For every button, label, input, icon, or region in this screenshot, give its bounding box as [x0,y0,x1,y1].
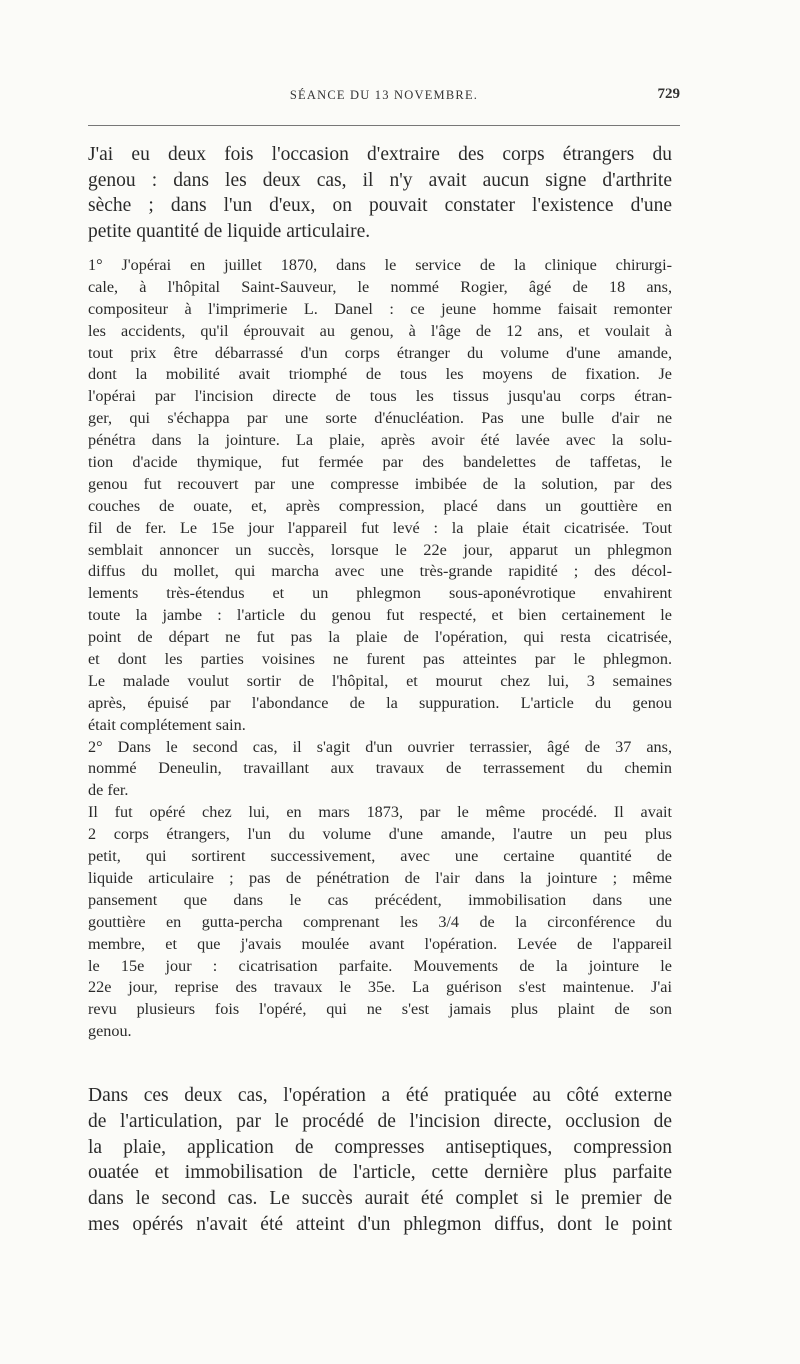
text-line: fil de fer. Le 15e jour l'appareil fut levé : la plaie était cicatrisée. Tout [88,518,672,537]
text-line: ouatée et immobilisation de l'article, cette dernière plus parfaite [88,1162,672,1184]
case-reports [88,255,672,1043]
intro-paragraph [88,142,672,244]
text-line: 2° Dans le second cas, il s'agit d'un ouvrier terrassier, âgé de 37 ans, [88,737,672,756]
text-line: liquide articulaire ; pas de pénétration de l'air dans la jointure ; même [88,868,672,887]
text-line: tion d'acide thymique, fut fermée par des bandelettes de taffetas, le [88,453,672,472]
text-line: les accidents, qu'il éprouvait au genou, à l'âge de 12 ans, et voulait à [88,321,672,340]
text-line: Il fut opéré chez lui, en mars 1873, par le même procédé. Il avait [88,803,672,822]
header-rule [88,125,680,126]
conclusion-paragraph [88,1083,672,1238]
page-number: 729 [657,86,680,102]
text-line: point de départ ne fut pas la plaie de l'opération, qui resta cicatrisée, [88,628,672,647]
text-line: nommé Deneulin, travaillant aux travaux de terrassement du chemin [88,759,672,778]
text-line: couches de ouate, et, après compression, placé dans un gouttière en [88,496,672,515]
running-title: SÉANCE DU 13 NOVEMBRE. [289,88,479,102]
text-line: 22e jour, reprise des travaux le 35e. La guérison s'est maintenue. J'ai [88,978,672,997]
text-line: mes opérés n'avait été atteint d'un phlegmon diffus, dont le point [88,1213,672,1235]
text-line: était complétement sain. [88,715,246,734]
text-line: dans le second cas. Le succès aurait été complet si le premier de [88,1188,672,1210]
text-line: pénétra dans la jointure. La plaie, après avoir été lavée avec la solu- [88,431,672,450]
case2-followup-paragraph [88,802,672,1043]
case1-paragraph [88,255,672,737]
text-line: l'opérai par l'incision directe de tous les tissus jusqu'au corps étran- [88,387,672,406]
text-line: Dans ces deux cas, l'opération a été pratiquée au côté externe [88,1085,672,1106]
text-line: semblait annoncer un succès, lorsque le 22e jour, apparut un phlegmon [88,540,672,559]
text-line: J'ai eu deux fois l'occasion d'extraire des corps étrangers du [88,144,672,165]
text-line: cale, à l'hôpital Saint-Sauveur, le nommé Rogier, âgé de 18 ans, [88,277,672,296]
text-line: de l'articulation, par le procédé de l'incision directe, occlusion de [88,1110,672,1132]
text-line: tout prix être débarrassé d'un corps étranger du volume d'une amande, [88,343,672,362]
text-line: dont la mobilité avait triomphé de tous les moyens de fixation. Je [88,365,672,384]
text-line: 2 corps étrangers, l'un du volume d'une amande, l'autre un peu plus [88,825,672,844]
text-line: lements très-étendus et un phlegmon sous-aponévrotique envahirent [88,584,672,603]
text-line: Le malade voulut sortir de l'hôpital, et mourut chez lui, 3 semaines [88,671,672,690]
text-line: petite quantité de liquide articulaire. [88,220,371,242]
text-line: 1° J'opérai en juillet 1870, dans le service de la clinique chirurgi- [88,256,672,274]
text-line: la plaie, application de compresses antiseptiques, compression [88,1136,672,1158]
text-line: revu plusieurs fois l'opéré, qui ne s'est jamais plus plaint de son [88,1000,672,1019]
text-line: toute la jambe : l'article du genou fut respecté, et bien certainement le [88,606,672,625]
text-line: gouttière en gutta-percha comprenant les 3/4 de la circonférence du [88,912,672,931]
text-line: genou fut recouvert par une compresse imbibée de la solution, par des [88,474,672,493]
case2-paragraph [88,737,672,803]
text-line: et dont les parties voisines ne furent pas atteintes par le phlegmon. [88,650,672,669]
text-line: le 15e jour : cicatrisation parfaite. Mouvements de la jointure le [88,956,672,975]
text-line: ger, qui s'échappa par une sorte d'énucléation. Pas une bulle d'air ne [88,409,672,428]
text-line: petit, qui sortirent successivement, avec une certaine quantité de [88,847,672,866]
text-line: compositeur à l'imprimerie L. Danel : ce jeune homme faisait remonter [88,299,672,318]
text-line: pansement que dans le cas précédent, immobilisation dans une [88,890,672,909]
running-header [88,88,680,110]
text-line: genou : dans les deux cas, il n'y avait aucun signe d'arthrite [88,169,672,191]
text-line: de fer. [88,781,129,800]
text-line: après, épuisé par l'abondance de la suppuration. L'article du genou [88,693,672,712]
text-line: diffus du mollet, qui marcha avec une très-grande rapidité ; des décol- [88,562,672,581]
text-line: sèche ; dans l'un d'eux, on pouvait constater l'existence d'une [88,195,672,216]
text-line: membre, et que j'avais moulée avant l'opération. Levée de l'appareil [88,934,672,953]
text-line: genou. [88,1022,132,1041]
